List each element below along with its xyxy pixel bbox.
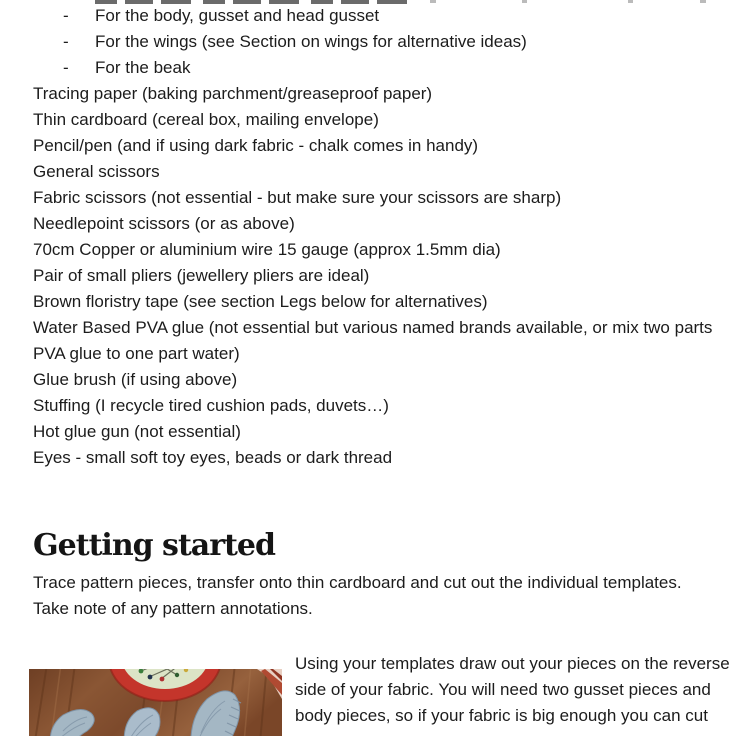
materials-item: General scissors	[33, 162, 160, 181]
bullet-dash: -	[63, 6, 69, 25]
bullet-dash: -	[63, 58, 69, 77]
paragraph-line: Take note of any pattern annotations.	[33, 599, 313, 618]
bullet-dash: -	[63, 32, 69, 51]
materials-item: Hot glue gun (not essential)	[33, 422, 241, 441]
materials-item: PVA glue to one part water)	[33, 344, 240, 363]
materials-item: Water Based PVA glue (not essential but various named brands available, or mix two parts	[33, 318, 713, 337]
list-item-text: For the body, gusset and head gusset	[95, 6, 380, 25]
materials-item: Eyes - small soft toy eyes, beads or dark thread	[33, 448, 393, 467]
materials-item: Stuffing (I recycle tired cushion pads, duvets…)	[33, 396, 389, 415]
materials-item: Pair of small pliers (jewellery pliers are ideal)	[33, 266, 370, 285]
materials-item: Tracing paper (baking parchment/greaseproof paper)	[33, 84, 433, 103]
materials-item: Thin cardboard (cereal box, mailing envelope)	[33, 110, 379, 129]
fabric-pieces-photo	[29, 669, 282, 736]
clipped-text-remnant	[700, 0, 706, 3]
paragraph-line: body pieces, so if your fabric is big enough you can cut	[295, 706, 708, 725]
paragraph-line: Using your templates draw out your pieces on the reverse	[295, 654, 730, 673]
paragraph-line: side of your fabric. You will need two gusset pieces and	[295, 680, 711, 699]
intro-paragraph	[33, 570, 740, 622]
materials-item: Glue brush (if using above)	[33, 370, 238, 389]
figure-paragraph	[295, 651, 740, 729]
list-item-text: For the beak	[95, 58, 191, 77]
clipped-text-remnant	[628, 0, 633, 3]
photo-illustration	[29, 669, 282, 736]
materials-item: Pencil/pen (and if using dark fabric - chalk comes in handy)	[33, 136, 479, 155]
paragraph-line: Trace pattern pieces, transfer onto thin cardboard and cut out the individual templates.	[33, 573, 682, 592]
list-item	[63, 55, 527, 81]
materials-item: 70cm Copper or aluminium wire 15 gauge (approx 1.5mm dia)	[33, 240, 501, 259]
materials-item: Needlepoint scissors (or as above)	[33, 214, 295, 233]
materials-item: Fabric scissors (not essential - but make sure your scissors are sharp)	[33, 188, 562, 207]
materials-item: Brown floristry tape (see section Legs below for alternatives)	[33, 292, 488, 311]
list-item-text: For the wings (see Section on wings for alternative ideas)	[95, 32, 527, 51]
bullet-list	[63, 3, 527, 81]
section-heading: Getting started	[33, 527, 275, 563]
materials-list	[33, 81, 740, 471]
list-item	[63, 29, 527, 55]
list-item	[63, 3, 527, 29]
